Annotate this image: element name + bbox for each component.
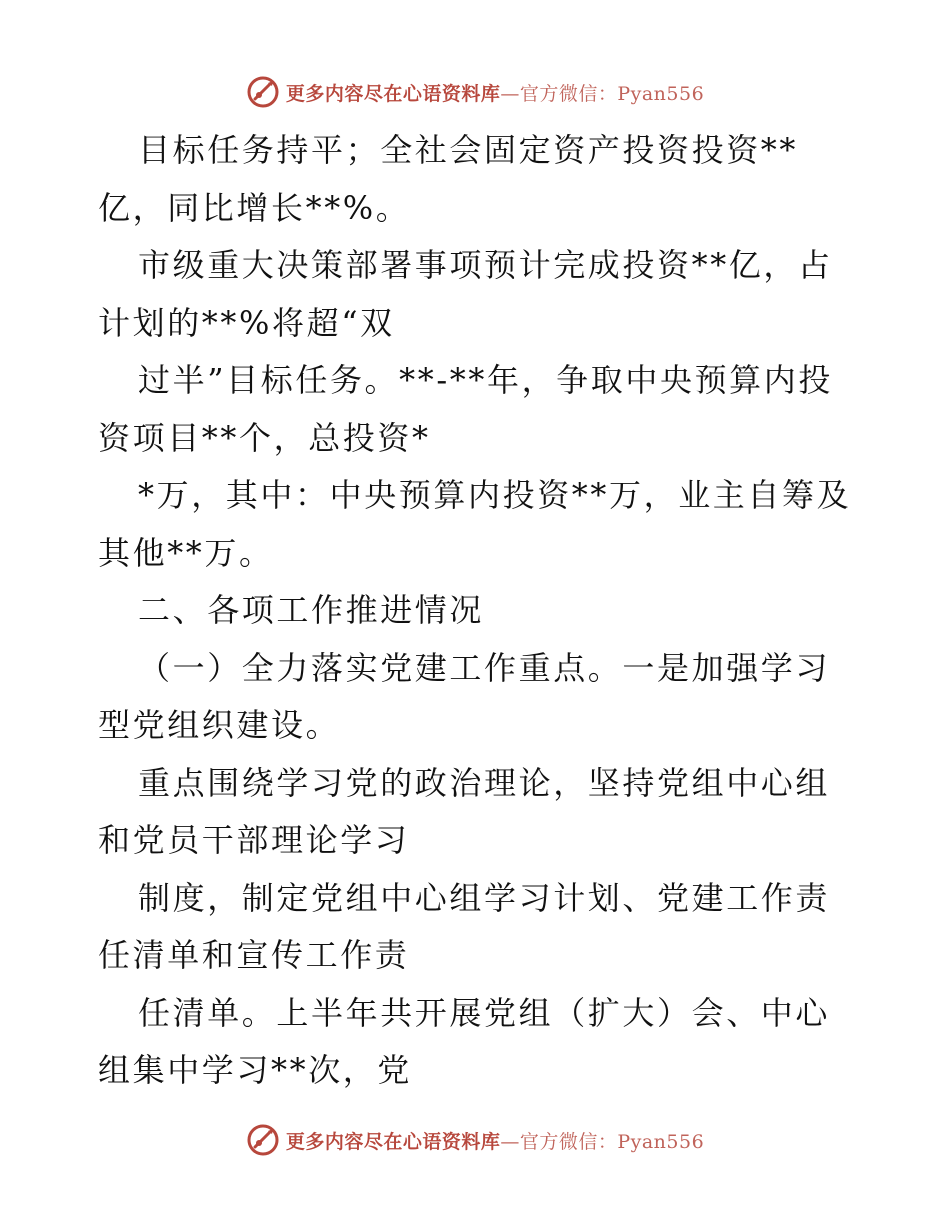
watermark-text: 更多内容尽在心语资料库—官方微信：Pyan556 [285, 82, 705, 105]
paragraph: 重点围绕学习党的政治理论，坚持党组中心组和党员干部理论学习 [98, 763, 831, 859]
section-heading: 二、各项工作推进情况 [138, 591, 485, 629]
brand-logo-icon [246, 75, 280, 109]
brand-logo-icon [246, 1123, 280, 1157]
paragraph: 制度，制定党组中心组学习计划、党建工作责任清单和宣传工作责 [98, 878, 831, 974]
watermark-text: 更多内容尽在心语资料库—官方微信：Pyan556 [285, 1130, 705, 1153]
paragraph: 市级重大决策部署事项预计完成投资**亿，占计划的**%将超“双 [98, 246, 833, 342]
paragraph: 过半”目标任务。**-**年，争取中央预算内投资项目**个，总投资* [98, 361, 833, 457]
paragraph: 任清单。上半年共开展党组（扩大）会、中心组集中学习**次，党 [98, 993, 831, 1089]
paragraph: （一）全力落实党建工作重点。一是加强学习型党组织建设。 [98, 648, 831, 744]
paragraph: *万，其中：中央预算内投资**万，业主自筹及其他**万。 [98, 476, 852, 572]
paragraph: 目标任务持平；全社会固定资产投资投资**亿，同比增长**%。 [98, 131, 799, 227]
document-body [98, 122, 858, 1100]
watermark-header [0, 72, 950, 112]
watermark-footer [0, 1120, 950, 1160]
